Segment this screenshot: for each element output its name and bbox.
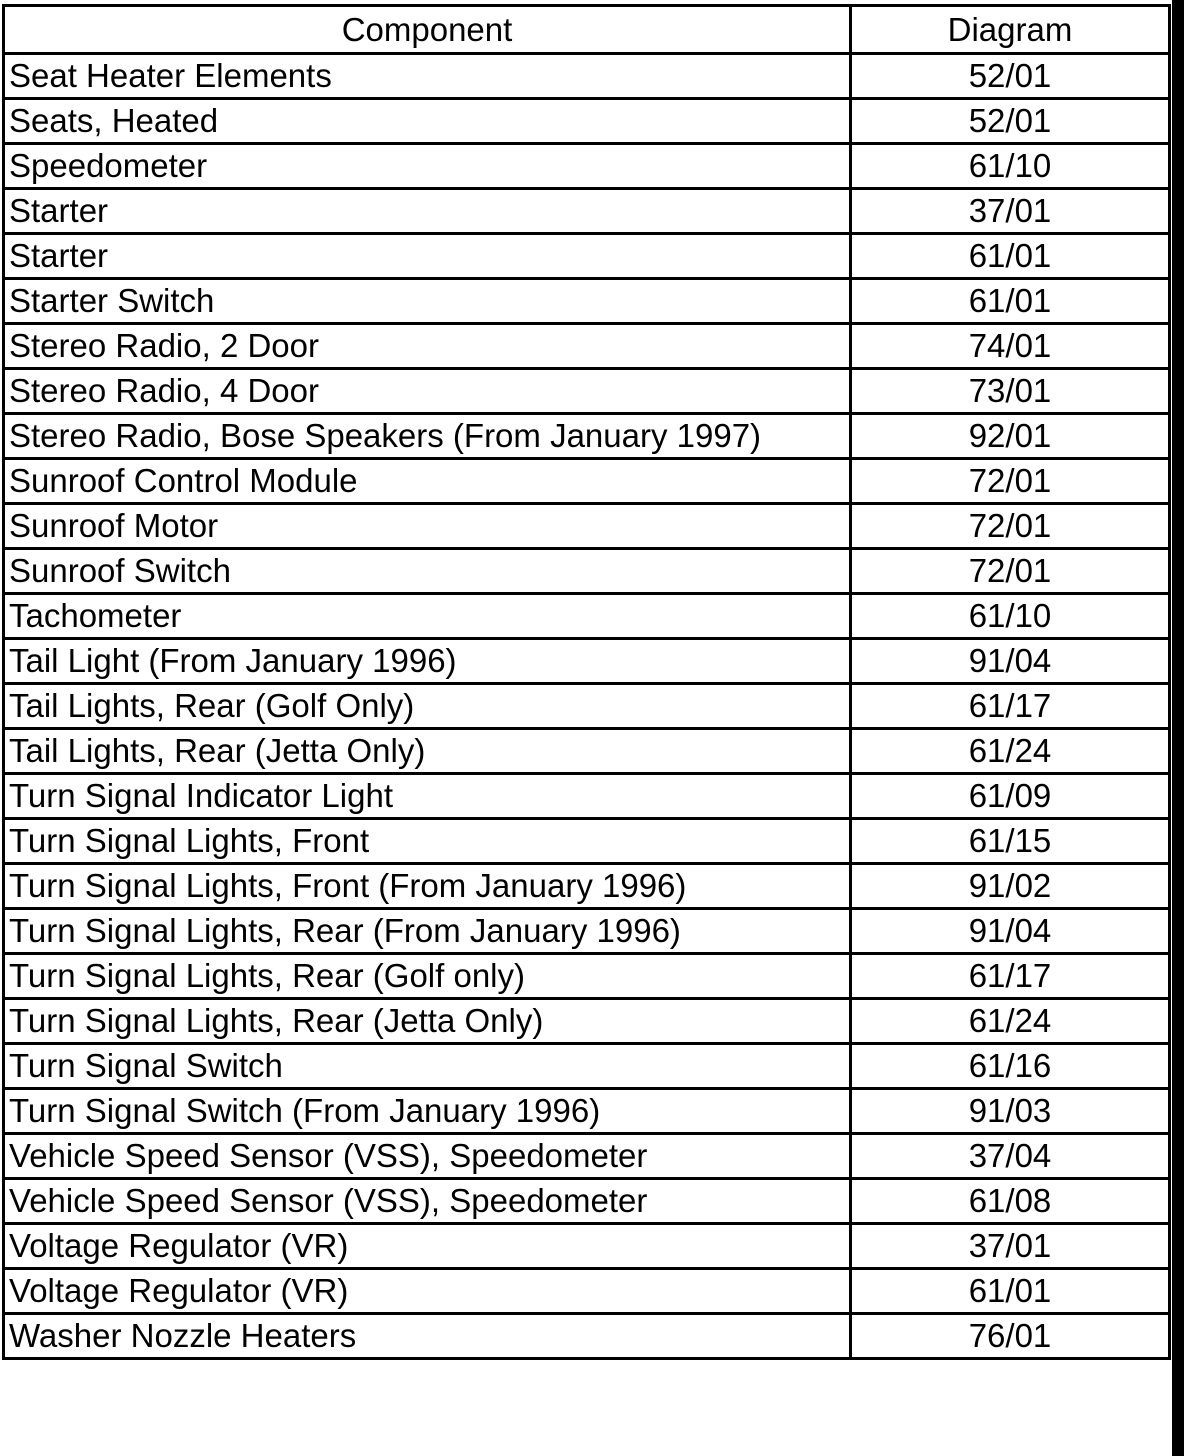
table-row bbox=[4, 594, 1170, 639]
diagram-cell: 61/01 bbox=[851, 1269, 1170, 1314]
table-body bbox=[4, 54, 1170, 1359]
component-cell: Turn Signal Lights, Front bbox=[4, 819, 851, 864]
table-row bbox=[4, 1269, 1170, 1314]
diagram-cell: 61/09 bbox=[851, 774, 1170, 819]
table-row bbox=[4, 909, 1170, 954]
component-cell: Turn Signal Lights, Rear (Golf only) bbox=[4, 954, 851, 999]
component-cell: Vehicle Speed Sensor (VSS), Speedometer bbox=[4, 1179, 851, 1224]
table-row bbox=[4, 324, 1170, 369]
table-row bbox=[4, 999, 1170, 1044]
component-cell: Turn Signal Switch bbox=[4, 1044, 851, 1089]
table-row bbox=[4, 369, 1170, 414]
header-component: Component bbox=[4, 6, 851, 54]
diagram-cell: 92/01 bbox=[851, 414, 1170, 459]
diagram-cell: 91/02 bbox=[851, 864, 1170, 909]
table-row bbox=[4, 684, 1170, 729]
diagram-cell: 61/15 bbox=[851, 819, 1170, 864]
table-row bbox=[4, 54, 1170, 99]
table-row bbox=[4, 954, 1170, 999]
component-cell: Seats, Heated bbox=[4, 99, 851, 144]
diagram-cell: 37/04 bbox=[851, 1134, 1170, 1179]
component-cell: Voltage Regulator (VR) bbox=[4, 1269, 851, 1314]
table-row bbox=[4, 189, 1170, 234]
diagram-cell: 91/03 bbox=[851, 1089, 1170, 1134]
diagram-cell: 52/01 bbox=[851, 54, 1170, 99]
diagram-cell: 74/01 bbox=[851, 324, 1170, 369]
diagram-cell: 72/01 bbox=[851, 459, 1170, 504]
component-cell: Tail Lights, Rear (Golf Only) bbox=[4, 684, 851, 729]
component-cell: Vehicle Speed Sensor (VSS), Speedometer bbox=[4, 1134, 851, 1179]
diagram-cell: 61/01 bbox=[851, 234, 1170, 279]
component-cell: Speedometer bbox=[4, 144, 851, 189]
table-row bbox=[4, 144, 1170, 189]
component-cell: Turn Signal Lights, Rear (Jetta Only) bbox=[4, 999, 851, 1044]
table-row bbox=[4, 1089, 1170, 1134]
component-cell: Starter bbox=[4, 234, 851, 279]
component-cell: Stereo Radio, Bose Speakers (From January 1997) bbox=[4, 414, 851, 459]
diagram-cell: 61/17 bbox=[851, 684, 1170, 729]
header-diagram: Diagram bbox=[851, 6, 1170, 54]
table-header-row bbox=[4, 6, 1170, 54]
component-diagram-table bbox=[2, 4, 1171, 1360]
diagram-cell: 91/04 bbox=[851, 909, 1170, 954]
table-row bbox=[4, 279, 1170, 324]
diagram-cell: 61/24 bbox=[851, 729, 1170, 774]
table-row bbox=[4, 549, 1170, 594]
diagram-cell: 61/01 bbox=[851, 279, 1170, 324]
table-row bbox=[4, 1134, 1170, 1179]
table-row bbox=[4, 1044, 1170, 1089]
component-cell: Tail Light (From January 1996) bbox=[4, 639, 851, 684]
diagram-cell: 61/16 bbox=[851, 1044, 1170, 1089]
table-row bbox=[4, 1224, 1170, 1269]
component-cell: Turn Signal Lights, Rear (From January 1996) bbox=[4, 909, 851, 954]
diagram-cell: 61/10 bbox=[851, 594, 1170, 639]
diagram-cell: 91/04 bbox=[851, 639, 1170, 684]
component-cell: Sunroof Motor bbox=[4, 504, 851, 549]
diagram-cell: 61/24 bbox=[851, 999, 1170, 1044]
component-cell: Turn Signal Lights, Front (From January 1996) bbox=[4, 864, 851, 909]
diagram-cell: 37/01 bbox=[851, 1224, 1170, 1269]
table-row bbox=[4, 819, 1170, 864]
component-cell: Turn Signal Indicator Light bbox=[4, 774, 851, 819]
component-cell: Sunroof Control Module bbox=[4, 459, 851, 504]
table-row bbox=[4, 864, 1170, 909]
component-cell: Voltage Regulator (VR) bbox=[4, 1224, 851, 1269]
table-row bbox=[4, 99, 1170, 144]
table-row bbox=[4, 1179, 1170, 1224]
diagram-cell: 61/17 bbox=[851, 954, 1170, 999]
table-row bbox=[4, 729, 1170, 774]
table-row bbox=[4, 774, 1170, 819]
component-cell: Starter Switch bbox=[4, 279, 851, 324]
component-cell: Stereo Radio, 2 Door bbox=[4, 324, 851, 369]
diagram-cell: 52/01 bbox=[851, 99, 1170, 144]
table-row bbox=[4, 1314, 1170, 1359]
diagram-cell: 72/01 bbox=[851, 504, 1170, 549]
table-row bbox=[4, 504, 1170, 549]
diagram-cell: 76/01 bbox=[851, 1314, 1170, 1359]
diagram-cell: 37/01 bbox=[851, 189, 1170, 234]
table-row bbox=[4, 414, 1170, 459]
component-cell: Tail Lights, Rear (Jetta Only) bbox=[4, 729, 851, 774]
component-cell: Turn Signal Switch (From January 1996) bbox=[4, 1089, 851, 1134]
table-row bbox=[4, 459, 1170, 504]
right-edge-border bbox=[1172, 0, 1184, 1456]
component-cell: Stereo Radio, 4 Door bbox=[4, 369, 851, 414]
diagram-cell: 61/10 bbox=[851, 144, 1170, 189]
diagram-cell: 73/01 bbox=[851, 369, 1170, 414]
component-cell: Starter bbox=[4, 189, 851, 234]
component-cell: Seat Heater Elements bbox=[4, 54, 851, 99]
component-cell: Washer Nozzle Heaters bbox=[4, 1314, 851, 1359]
table-row bbox=[4, 639, 1170, 684]
diagram-cell: 61/08 bbox=[851, 1179, 1170, 1224]
component-cell: Tachometer bbox=[4, 594, 851, 639]
table-row bbox=[4, 234, 1170, 279]
diagram-cell: 72/01 bbox=[851, 549, 1170, 594]
component-cell: Sunroof Switch bbox=[4, 549, 851, 594]
